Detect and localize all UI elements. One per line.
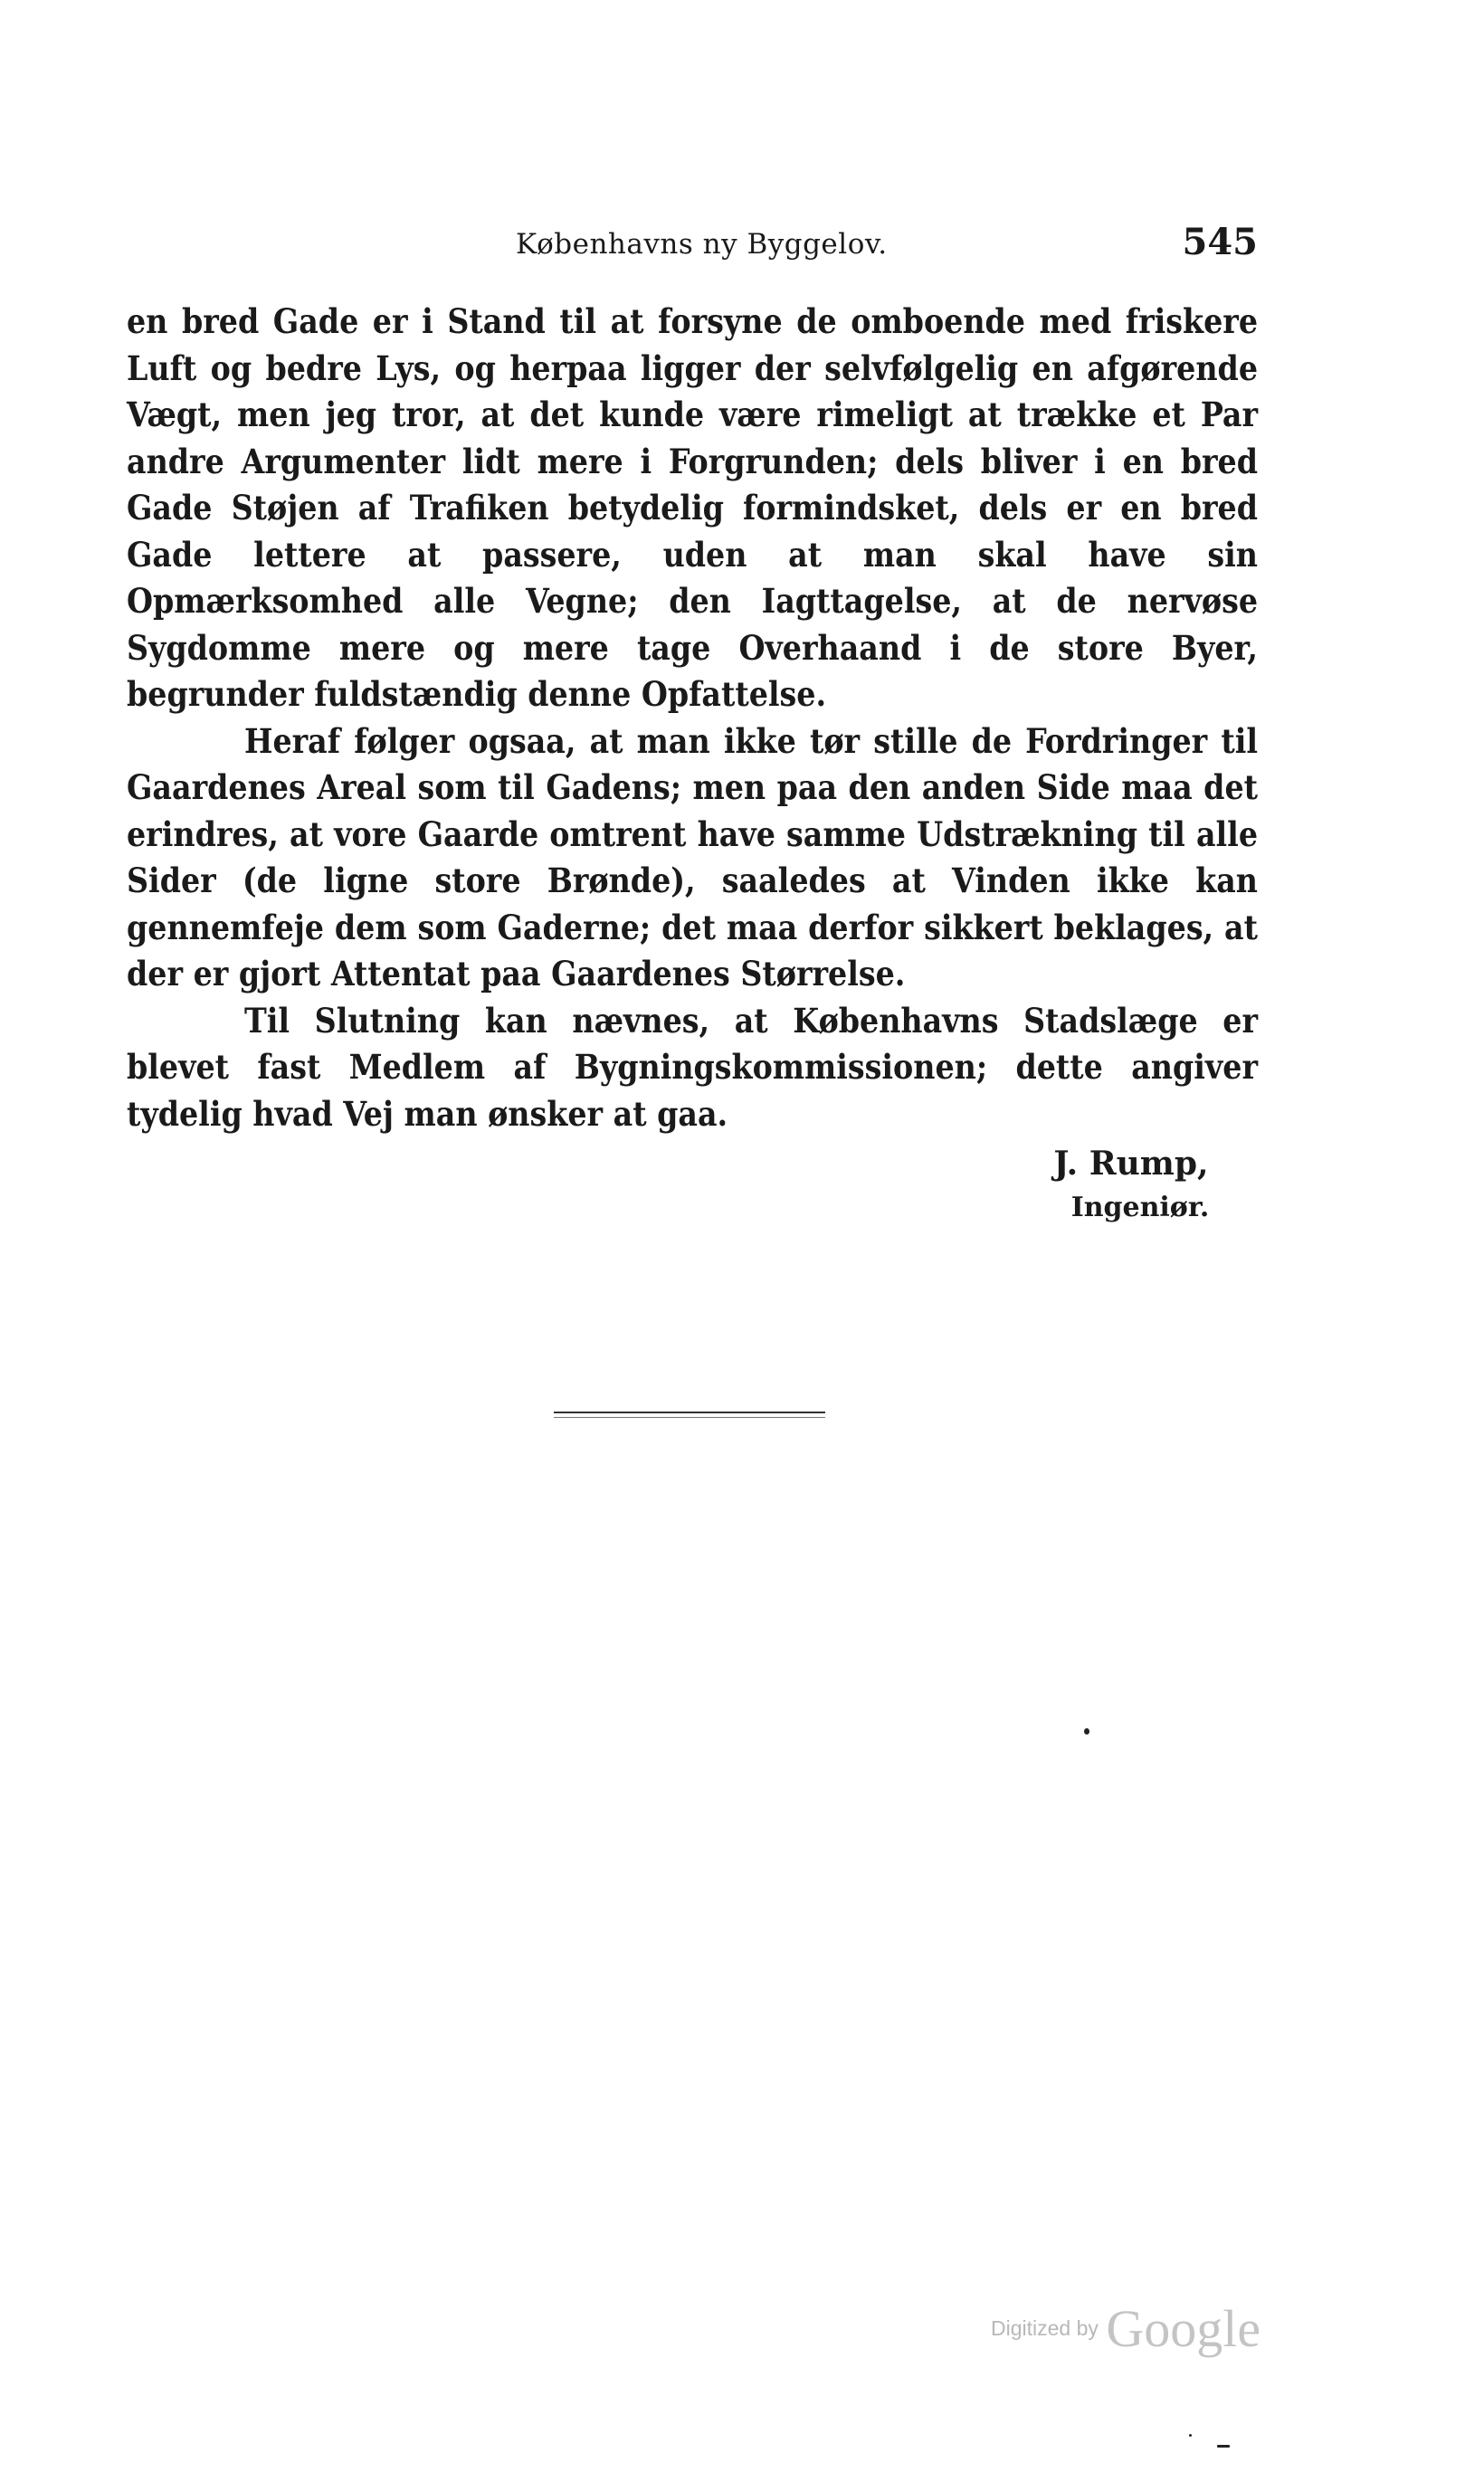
ink-speck	[1189, 2434, 1192, 2437]
paragraph-heraf: Heraf følger ogsaa, at man ikke tør stille de Fordringer til Gaardenes Areal som til Gadens; men paa den anden Side maa det erindres, at vore Gaarde omtrent have samme Udstrækning til alle Sider (de ligne store Brønde), saaledes at Vinden ikke kan gennemfeje dem som Gaderne; det maa derfor sikkert beklages, at der er gjort Attentat paa Gaardenes Størrelse.	[127, 720, 1258, 994]
signature-name: J. Rump,	[1053, 1145, 1209, 1183]
signature	[1013, 1140, 1249, 1229]
ink-speck	[1084, 1728, 1089, 1735]
running-title: Københavns ny Byggelov.	[516, 228, 888, 261]
paragraph-continued: en bred Gade er i Stand til at forsyne de omboende med friskere Luft og bedre Lys, og herpaa ligger der selvfølgelig en afgørende Vægt, men jeg tror, at det kunde være rimeligt at trække et Par andre Argumenter lidt mere i Forgrunden; dels bliver i en bred Gade Støjen af Trafiken betydelig formindsket, dels er en bred Gade lettere at passere, uden at man skal have sin Opmærksomhed alle Vegne; den Iagttagelse, at de nervøse Sygdomme mere og mere tage Overhaand i de store Byer, begrunder fuldstændig denne Opfattelse.	[127, 301, 1258, 714]
page-number: 545	[1182, 221, 1258, 263]
ink-speck	[1217, 2445, 1230, 2448]
end-rule-line	[554, 1412, 825, 1413]
page-header	[127, 215, 1258, 270]
end-rule	[554, 1412, 825, 1421]
body-text	[127, 299, 1258, 1137]
digitized-by-label: Digitized by	[991, 2316, 1099, 2340]
signature-title: Ingeniør.	[1070, 1192, 1210, 1223]
digitized-by-watermark	[991, 2298, 1260, 2359]
google-logo: Google	[1106, 2299, 1261, 2358]
end-rule-line	[554, 1417, 825, 1418]
paragraph-til-slutning: Til Slutning kan nævnes, at Københavns Stadslæge er blevet fast Medlem af Bygningskommissionen; dette angiver tydelig hvad Vej man ønsker at gaa.	[127, 1000, 1258, 1134]
